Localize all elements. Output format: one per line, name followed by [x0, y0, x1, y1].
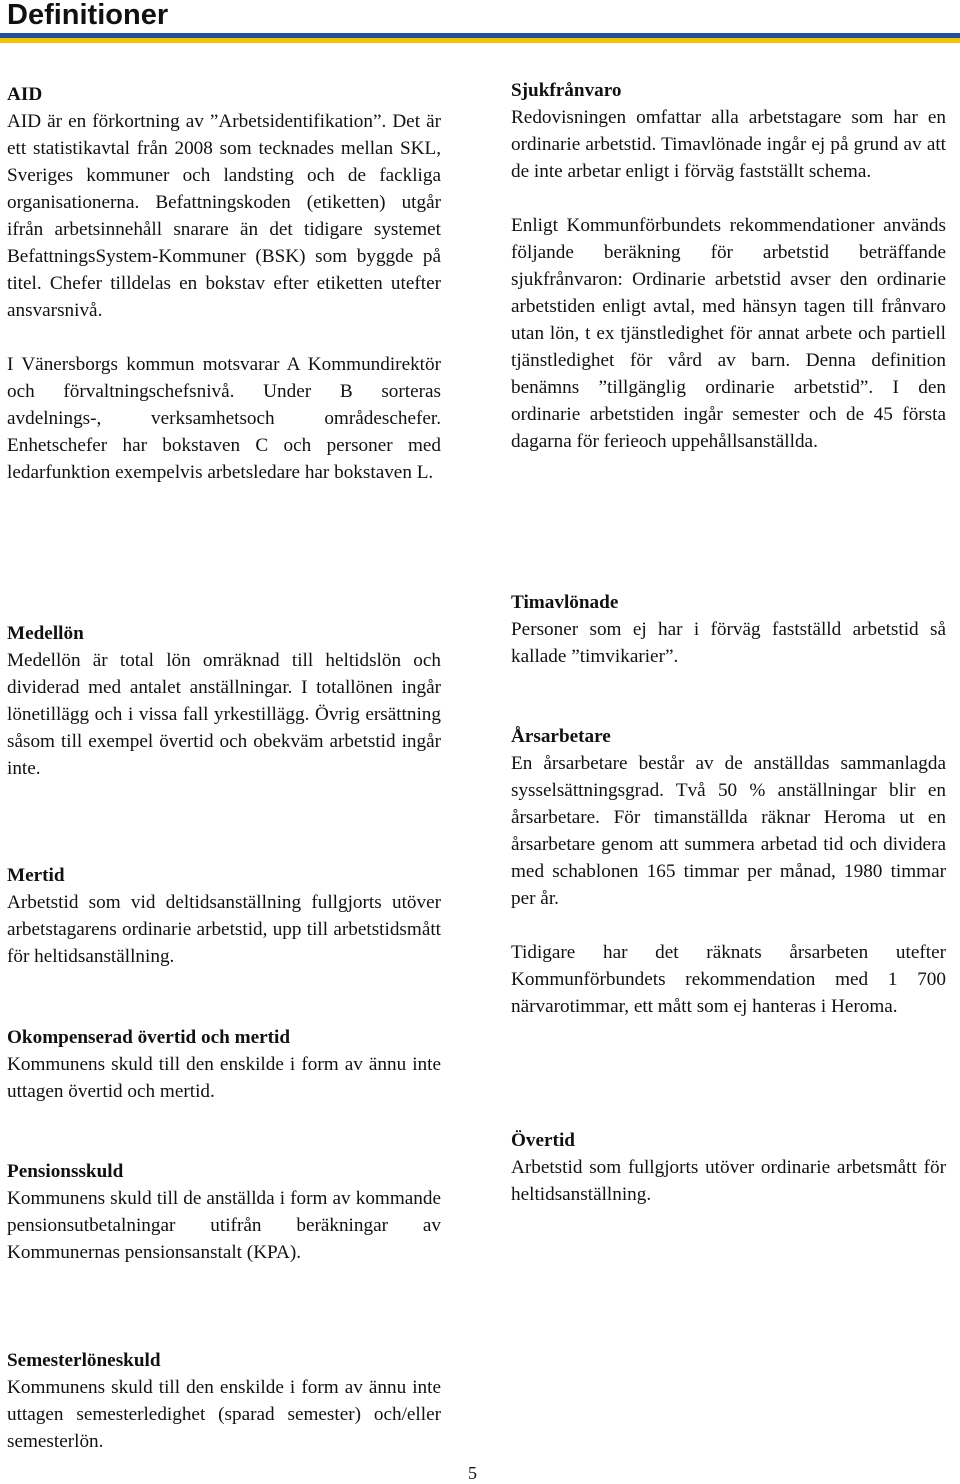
- definition-text: Personer som ej har i förväg fastställd arbetstid så kallade ”timvikarier”.: [511, 619, 946, 667]
- definition-term: Pensionsskuld: [7, 1161, 124, 1182]
- definition-sjukfranvaro: [511, 77, 946, 455]
- definition-term: Övertid: [511, 1130, 575, 1151]
- definition-text: Kommunens skuld till den enskilde i form av ännu inte uttagen övertid och mertid.: [7, 1054, 441, 1102]
- definition-mertid: [7, 862, 441, 970]
- definition-arsarbetare: [511, 723, 946, 1020]
- definition-term: Timavlönade: [511, 592, 619, 613]
- header-yellow-stripe: [0, 38, 960, 43]
- definition-medellon: [7, 620, 441, 782]
- definition-text: Kommunens skuld till den enskilde i form av ännu inte uttagen semesterledighet (sparad semester) och/eller semesterlön.: [7, 1377, 441, 1452]
- definition-text: I Vänersborgs kommun motsvarar A Kommundirektör och förvaltningschefsnivå. Under B sorteras avdelnings-, verksamhetsoch områdeschefer. Enhetschefer har bokstaven C och personer med ledarfunktion exempelvis arbetsledare har bokstaven L.: [7, 354, 441, 483]
- definition-text: Medellön är total lön omräknad till heltidslön och dividerad med antalet anställningar. I totallönen ingår lönetillägg och i vissa fall yrkestillägg. Övrig ersättning såsom till exempel övertid och obekväm arbetstid ingår inte.: [7, 650, 441, 779]
- definition-text: AID är en förkortning av ”Arbetsidentifikation”. Det är ett statistikavtal från 2008 som tecknades mellan SKL, Sveriges kommuner och landsting och de fackliga organisationerna. Befattningskoden (etiketten) utgår ifrån arbetsinnehåll snarare än det tidigare systemet BefattningsSystem-Kommuner (BSK) som byggde på titel. Chefer tilldelas en bokstav efter etiketten utefter ansvarsnivå.: [7, 111, 441, 321]
- definition-text: Tidigare har det räknats årsarbeten utefter Kommunförbundets rekommendation med 1 700 närvarotimmar, ett mått som ej hanteras i Heroma.: [511, 942, 946, 1017]
- definition-term: Sjukfrånvaro: [511, 80, 622, 101]
- page-number: 5: [468, 1463, 477, 1483]
- definition-term: Semesterlöneskuld: [7, 1350, 161, 1371]
- definition-overtid: [511, 1127, 946, 1208]
- definition-okompenserad: [7, 1024, 441, 1105]
- definition-term: Okompenserad övertid och mertid: [7, 1027, 290, 1048]
- definition-text: Arbetstid som fullgjorts utöver ordinarie arbetsmått för heltidsanställning.: [511, 1157, 946, 1205]
- definition-term: Medellön: [7, 623, 84, 644]
- definition-text: Redovisningen omfattar alla arbetstagare som har en ordinarie arbetstid. Timavlönade ingår ej på grund av att de inte arbetar enligt i förväg fastställt schema.: [511, 107, 946, 182]
- page-title: Definitioner: [7, 0, 169, 31]
- definition-text: Kommunens skuld till de anställda i form av kommande pensionsutbetalningar utifrån beräkningar av Kommunernas pensionsanstalt (KPA).: [7, 1188, 441, 1263]
- definition-timavlonade: [511, 589, 946, 670]
- definition-semesterloneskuld: [7, 1347, 441, 1455]
- definition-text: Enligt Kommunförbundets rekommendationer används följande beräkning för arbetstid beträffande sjukfrånvaron: Ordinarie arbetstid avser den ordinarie arbetstiden enligt avtal, med hänsyn tagen till frånvaro utan lön, t ex tjänstledighet för annat arbete och partiell tjänstledighet för vård av barn. Denna definition benämns ”tillgänglig ordinarie arbetstid”. I den ordinarie arbetstiden ingår semester och de 45 första dagarna för ferieoch uppehållsanställda.: [511, 215, 946, 452]
- definition-term: Årsarbetare: [511, 726, 611, 747]
- definition-text: En årsarbetare består av de anställdas sammanlagda sysselsättningsgrad. Två 50 % anställningar blir en årsarbetare. För timanställda räknar Heroma ut en årsarbetare genom att summera arbetad tid och dividera med schablonen 165 timmar per månad, 1980 timmar per år.: [511, 753, 946, 909]
- definition-pensionsskuld: [7, 1158, 441, 1266]
- definition-term: Mertid: [7, 865, 65, 886]
- page-header: [0, 0, 960, 40]
- definition-aid: [7, 81, 441, 486]
- definition-term: AID: [7, 84, 43, 105]
- definition-text: Arbetstid som vid deltidsanställning fullgjorts utöver arbetstagarens ordinarie arbetstid, upp till arbetstidsmått för heltidsanställning.: [7, 892, 441, 967]
